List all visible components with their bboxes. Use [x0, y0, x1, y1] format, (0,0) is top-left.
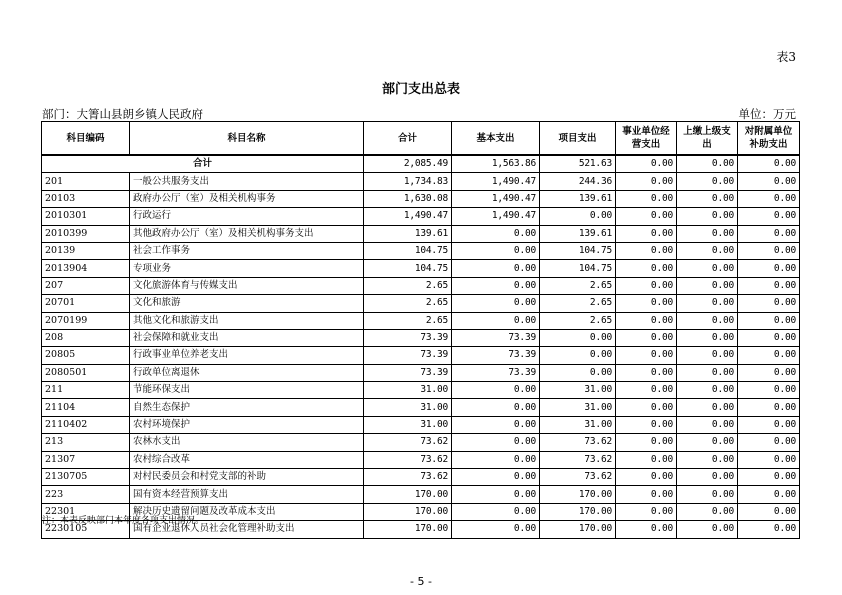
cell-name: 文化旅游体育与传媒支出: [130, 277, 364, 294]
cell-basic: 1,490.47: [452, 208, 540, 225]
cell-project: 2.65: [540, 312, 616, 329]
cell-code: 207: [42, 277, 130, 294]
cell-business: 0.00: [616, 312, 677, 329]
cell-basic: 0.00: [452, 469, 540, 486]
cell-business: 0.00: [616, 416, 677, 433]
cell-business: 0.00: [616, 364, 677, 381]
cell-total: 2.65: [364, 312, 452, 329]
cell-project: 31.00: [540, 416, 616, 433]
cell-total: 73.62: [364, 434, 452, 451]
cell-subsidy: 0.00: [738, 329, 800, 346]
cell-subsidy: 0.00: [738, 382, 800, 399]
cell-project: 2.65: [540, 295, 616, 312]
cell-name: 国有企业退休人员社会化管理补助支出: [130, 521, 364, 538]
cell-subsidy: 0.00: [738, 347, 800, 364]
cell-total: 104.75: [364, 260, 452, 277]
cell-basic: 73.39: [452, 329, 540, 346]
table-row: [42, 364, 800, 381]
cell-subsidy: 0.00: [738, 312, 800, 329]
cell-business: 0.00: [616, 329, 677, 346]
cell-subsidy: 0.00: [738, 451, 800, 468]
cell-subsidy: 0.00: [738, 225, 800, 242]
table-row: [42, 225, 800, 242]
cell-project: 170.00: [540, 486, 616, 503]
table-row: [42, 295, 800, 312]
cell-name: 行政运行: [130, 208, 364, 225]
cell-business: 0.00: [616, 225, 677, 242]
cell-basic: 0.00: [452, 225, 540, 242]
cell-basic: 0.00: [452, 416, 540, 433]
cell-upper: 0.00: [677, 225, 738, 242]
cell-business: 0.00: [616, 295, 677, 312]
cell-upper: 0.00: [677, 190, 738, 207]
cell-code: 223: [42, 486, 130, 503]
cell-business: 0.00: [616, 382, 677, 399]
department-label: 部门：大箐山县朗乡镇人民政府: [42, 107, 203, 121]
cell-total: 73.39: [364, 347, 452, 364]
total-upper: 0.00: [677, 155, 738, 173]
cell-project: 139.61: [540, 190, 616, 207]
cell-basic: 0.00: [452, 451, 540, 468]
table-row: [42, 382, 800, 399]
cell-name: 解决历史遗留问题及改革成本支出: [130, 503, 364, 520]
cell-code: 201: [42, 173, 130, 190]
cell-name: 国有资本经营预算支出: [130, 486, 364, 503]
cell-total: 31.00: [364, 399, 452, 416]
cell-business: 0.00: [616, 521, 677, 538]
cell-business: 0.00: [616, 399, 677, 416]
cell-total: 1,630.08: [364, 190, 452, 207]
cell-basic: 73.39: [452, 364, 540, 381]
cell-code: 21307: [42, 451, 130, 468]
cell-project: 0.00: [540, 347, 616, 364]
cell-subsidy: 0.00: [738, 503, 800, 520]
table-row: [42, 451, 800, 468]
total-basic: 1,563.86: [452, 155, 540, 173]
cell-subsidy: 0.00: [738, 399, 800, 416]
cell-name: 农村环境保护: [130, 416, 364, 433]
cell-total: 73.39: [364, 364, 452, 381]
footnote: 注：本表反映部门本年度各项支出情况。: [42, 516, 205, 526]
cell-total: 73.62: [364, 451, 452, 468]
header-subsidy: 对附属单位补助支出: [738, 122, 800, 156]
cell-project: 31.00: [540, 382, 616, 399]
cell-basic: 0.00: [452, 434, 540, 451]
cell-name: 行政事业单位养老支出: [130, 347, 364, 364]
cell-basic: 73.39: [452, 347, 540, 364]
cell-name: 社会保障和就业支出: [130, 329, 364, 346]
table-row: [42, 434, 800, 451]
cell-business: 0.00: [616, 347, 677, 364]
cell-basic: 0.00: [452, 503, 540, 520]
cell-name: 节能环保支出: [130, 382, 364, 399]
cell-upper: 0.00: [677, 312, 738, 329]
cell-project: 31.00: [540, 399, 616, 416]
cell-code: 2130705: [42, 469, 130, 486]
total-label: 合计: [42, 155, 364, 173]
cell-basic: 0.00: [452, 260, 540, 277]
cell-total: 1,734.83: [364, 173, 452, 190]
page-number: - 5 -: [410, 575, 432, 588]
cell-total: 31.00: [364, 416, 452, 433]
cell-upper: 0.00: [677, 416, 738, 433]
cell-business: 0.00: [616, 190, 677, 207]
header-basic: 基本支出: [452, 122, 540, 156]
cell-business: 0.00: [616, 451, 677, 468]
cell-subsidy: 0.00: [738, 242, 800, 259]
table-row: [42, 242, 800, 259]
cell-upper: 0.00: [677, 295, 738, 312]
cell-upper: 0.00: [677, 434, 738, 451]
cell-basic: 0.00: [452, 399, 540, 416]
cell-project: 104.75: [540, 242, 616, 259]
cell-subsidy: 0.00: [738, 416, 800, 433]
table-row: [42, 208, 800, 225]
cell-name: 其他文化和旅游支出: [130, 312, 364, 329]
unit-label: 单位：万元: [738, 107, 796, 121]
cell-business: 0.00: [616, 503, 677, 520]
cell-name: 政府办公厅（室）及相关机构事务: [130, 190, 364, 207]
cell-code: 22301: [42, 503, 130, 520]
table-row: [42, 329, 800, 346]
expenditure-table: [41, 121, 800, 539]
cell-name: 其他政府办公厅（室）及相关机构事务支出: [130, 225, 364, 242]
cell-subsidy: 0.00: [738, 295, 800, 312]
cell-code: 2070199: [42, 312, 130, 329]
cell-business: 0.00: [616, 434, 677, 451]
cell-project: 0.00: [540, 329, 616, 346]
cell-subsidy: 0.00: [738, 208, 800, 225]
cell-total: 104.75: [364, 242, 452, 259]
cell-business: 0.00: [616, 469, 677, 486]
cell-business: 0.00: [616, 173, 677, 190]
cell-business: 0.00: [616, 242, 677, 259]
cell-name: 自然生态保护: [130, 399, 364, 416]
cell-code: 20139: [42, 242, 130, 259]
cell-basic: 0.00: [452, 277, 540, 294]
cell-basic: 0.00: [452, 486, 540, 503]
cell-basic: 1,490.47: [452, 190, 540, 207]
cell-code: 213: [42, 434, 130, 451]
header-total: 合计: [364, 122, 452, 156]
cell-basic: 0.00: [452, 242, 540, 259]
cell-total: 2.65: [364, 295, 452, 312]
cell-code: 211: [42, 382, 130, 399]
cell-basic: 1,490.47: [452, 173, 540, 190]
cell-name: 文化和旅游: [130, 295, 364, 312]
cell-subsidy: 0.00: [738, 521, 800, 538]
cell-project: 0.00: [540, 208, 616, 225]
cell-code: 20805: [42, 347, 130, 364]
cell-upper: 0.00: [677, 451, 738, 468]
cell-name: 农村综合改革: [130, 451, 364, 468]
cell-name: 社会工作事务: [130, 242, 364, 259]
cell-subsidy: 0.00: [738, 486, 800, 503]
cell-subsidy: 0.00: [738, 260, 800, 277]
header-code: 科目编码: [42, 122, 130, 156]
cell-project: 170.00: [540, 521, 616, 538]
cell-project: 104.75: [540, 260, 616, 277]
cell-basic: 0.00: [452, 521, 540, 538]
cell-project: 73.62: [540, 434, 616, 451]
table-row: [42, 260, 800, 277]
cell-business: 0.00: [616, 486, 677, 503]
cell-subsidy: 0.00: [738, 190, 800, 207]
cell-name: 一般公共服务支出: [130, 173, 364, 190]
cell-business: 0.00: [616, 208, 677, 225]
cell-subsidy: 0.00: [738, 364, 800, 381]
header-business: 事业单位经营支出: [616, 122, 677, 156]
cell-total: 73.62: [364, 469, 452, 486]
cell-code: 2013904: [42, 260, 130, 277]
cell-total: 170.00: [364, 486, 452, 503]
cell-upper: 0.00: [677, 364, 738, 381]
table-row: [42, 469, 800, 486]
cell-code: 2080501: [42, 364, 130, 381]
cell-upper: 0.00: [677, 277, 738, 294]
cell-basic: 0.00: [452, 382, 540, 399]
cell-name: 农林水支出: [130, 434, 364, 451]
table-row: [42, 347, 800, 364]
cell-upper: 0.00: [677, 521, 738, 538]
table-row: [42, 416, 800, 433]
cell-upper: 0.00: [677, 242, 738, 259]
cell-name: 对村民委员会和村党支部的补助: [130, 469, 364, 486]
header-name: 科目名称: [130, 122, 364, 156]
cell-upper: 0.00: [677, 486, 738, 503]
cell-total: 2.65: [364, 277, 452, 294]
cell-total: 73.39: [364, 329, 452, 346]
total-business: 0.00: [616, 155, 677, 173]
cell-project: 139.61: [540, 225, 616, 242]
cell-upper: 0.00: [677, 469, 738, 486]
cell-subsidy: 0.00: [738, 277, 800, 294]
total-subsidy: 0.00: [738, 155, 800, 173]
total-project: 521.63: [540, 155, 616, 173]
cell-upper: 0.00: [677, 260, 738, 277]
table-row: [42, 486, 800, 503]
cell-upper: 0.00: [677, 208, 738, 225]
cell-code: 2230105: [42, 521, 130, 538]
cell-total: 170.00: [364, 521, 452, 538]
cell-code: 21104: [42, 399, 130, 416]
cell-upper: 0.00: [677, 173, 738, 190]
header-upper: 上缴上级支出: [677, 122, 738, 156]
cell-name: 专项业务: [130, 260, 364, 277]
cell-upper: 0.00: [677, 399, 738, 416]
cell-total: 1,490.47: [364, 208, 452, 225]
header-row: [42, 122, 800, 156]
table-row: [42, 277, 800, 294]
cell-project: 170.00: [540, 503, 616, 520]
cell-subsidy: 0.00: [738, 173, 800, 190]
cell-project: 73.62: [540, 469, 616, 486]
cell-project: 0.00: [540, 364, 616, 381]
cell-upper: 0.00: [677, 503, 738, 520]
table-number: 表3: [776, 50, 796, 64]
cell-total: 170.00: [364, 503, 452, 520]
cell-code: 20103: [42, 190, 130, 207]
table-row: [42, 190, 800, 207]
cell-total: 31.00: [364, 382, 452, 399]
cell-basic: 0.00: [452, 312, 540, 329]
table-row: [42, 173, 800, 190]
cell-project: 2.65: [540, 277, 616, 294]
cell-project: 244.36: [540, 173, 616, 190]
total-total: 2,085.49: [364, 155, 452, 173]
total-row: [42, 155, 800, 173]
cell-code: 2010399: [42, 225, 130, 242]
cell-subsidy: 0.00: [738, 469, 800, 486]
cell-business: 0.00: [616, 260, 677, 277]
cell-project: 73.62: [540, 451, 616, 468]
cell-code: 2010301: [42, 208, 130, 225]
cell-business: 0.00: [616, 277, 677, 294]
cell-basic: 0.00: [452, 295, 540, 312]
cell-upper: 0.00: [677, 382, 738, 399]
cell-code: 208: [42, 329, 130, 346]
cell-code: 2110402: [42, 416, 130, 433]
cell-upper: 0.00: [677, 329, 738, 346]
table-row: [42, 312, 800, 329]
header-project: 项目支出: [540, 122, 616, 156]
table-row: [42, 399, 800, 416]
cell-upper: 0.00: [677, 347, 738, 364]
cell-subsidy: 0.00: [738, 434, 800, 451]
page-title: 部门支出总表: [381, 82, 460, 97]
cell-code: 20701: [42, 295, 130, 312]
cell-total: 139.61: [364, 225, 452, 242]
cell-name: 行政单位离退休: [130, 364, 364, 381]
